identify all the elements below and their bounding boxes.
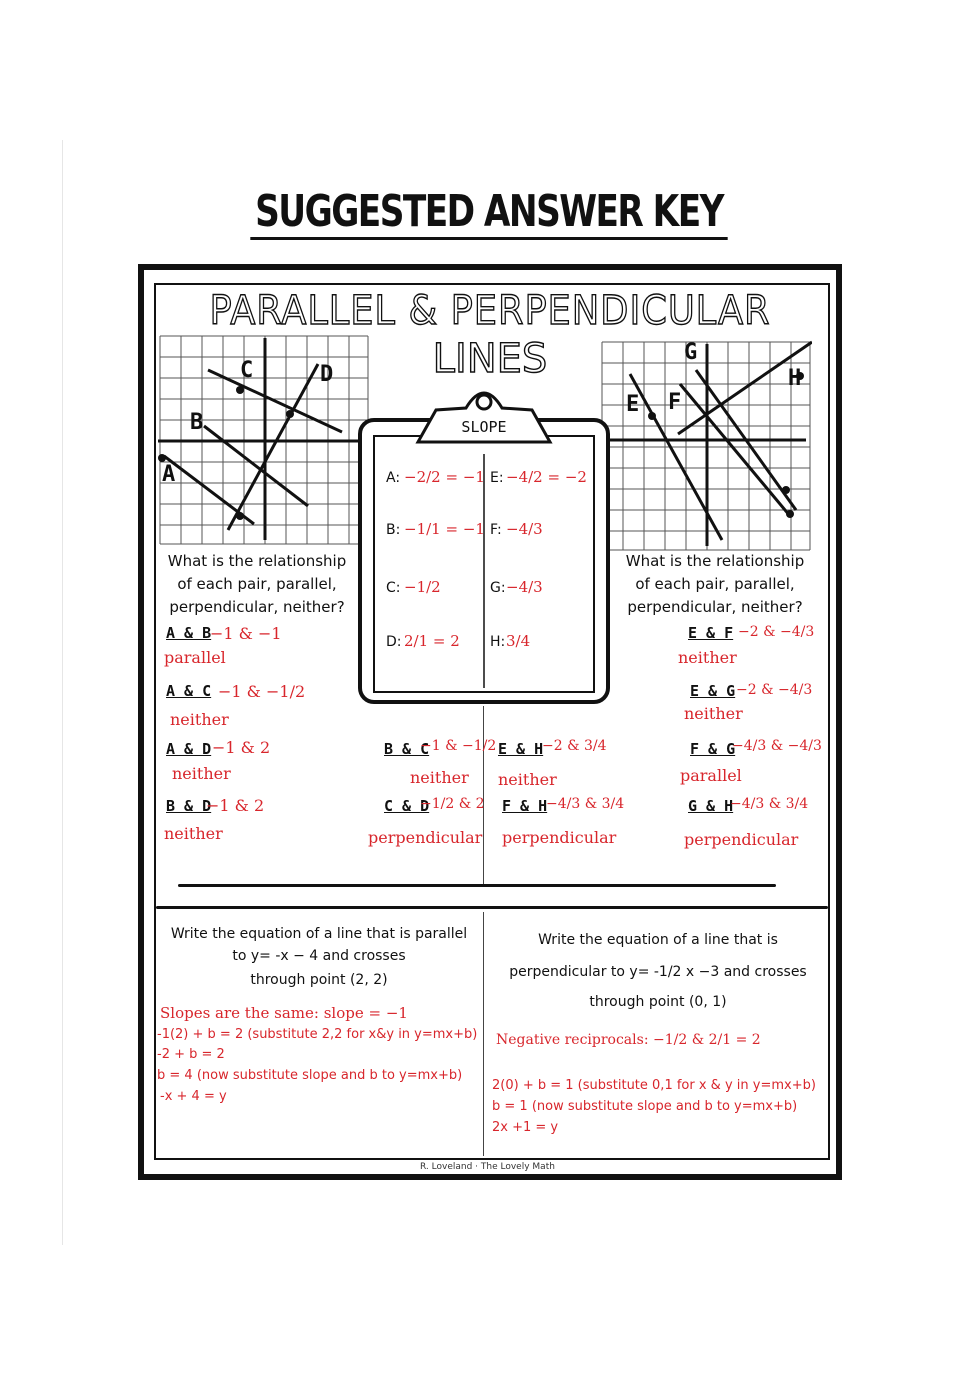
poster-heading-line1: PARALLEL & PERPENDICULAR [209,288,771,334]
left-graph [158,334,370,546]
pair-fg-answer: parallel [680,766,742,785]
pair-ac-slopes: −1 & −1/2 [218,682,306,701]
slope-a-value: −2/2 = −1 [404,468,485,486]
center-divider [483,706,484,884]
pair-ef-answer: neither [678,648,737,667]
pair-bc-label: B & C [384,740,430,758]
bottom-center-divider [483,912,484,1156]
parallel-work-line3: -2 + b = 2 [157,1047,225,1062]
pair-eh-label: E & H [498,740,544,758]
credit-text: R. Loveland · The Lovely Math [420,1162,555,1172]
slope-e-value: −4/2 = −2 [506,468,587,486]
graph-label-g: G [684,340,698,365]
perp-prompt-line2: perpendicular to y= -1/2 x −3 and crosses [509,964,807,980]
pair-eg-slopes: −2 & −4/3 [736,682,813,698]
pair-fh-label: F & H [502,797,548,815]
parallel-work-line5: -x + 4 = y [160,1089,227,1104]
pair-ef-slopes: −2 & −4/3 [738,624,815,640]
question-left-line1: What is the relationship [167,552,347,570]
graph-label-e: E [626,392,640,417]
pair-ef-label: E & F [688,624,734,642]
question-right-line3: perpendicular, neither? [627,598,803,616]
pair-fh-slopes: −4/3 & 3/4 [546,796,625,812]
pair-ab-answer: parallel [164,648,226,667]
pair-ab-label: A & B [166,624,212,642]
pair-eh-slopes: −2 & 3/4 [542,738,607,754]
perp-work-line3: b = 1 (now substitute slope and b to y=mx+b) [492,1099,798,1114]
slope-b-label: B: [386,522,401,538]
pair-eh-answer: neither [498,770,557,789]
pair-cd-label: C & D [384,797,430,815]
pair-eg-label: E & G [690,682,736,700]
parallel-prompt-line3: through point (2, 2) [250,972,388,988]
slope-c-value: −1/2 [404,578,441,596]
slope-g-value: −4/3 [506,578,543,596]
pair-cd-answer: perpendicular [368,828,483,847]
graph-label-b: B [190,410,204,435]
slope-d-value: 2/1 = 2 [404,632,460,650]
pair-gh-answer: perpendicular [684,830,799,849]
question-right-line2: of each pair, parallel, [635,575,795,593]
parallel-prompt-line2: to y= -x − 4 and crosses [232,948,406,964]
graph-label-h: H [788,366,802,391]
pair-gh-label: G & H [688,797,734,815]
graph-label-c: C [240,358,254,383]
slope-f-value: −4/3 [506,520,543,538]
slope-h-label: H: [490,634,506,650]
section-divider-bottom [156,906,828,909]
perp-work-line4: 2x +1 = y [492,1120,559,1135]
pair-ad-slopes: −1 & 2 [212,738,271,757]
graph-label-d: D [320,362,334,387]
clipboard-title: SLOPE [461,418,507,436]
parallel-work-line2: -1(2) + b = 2 (substitute 2,2 for x&y in y=mx+b) [157,1027,478,1042]
pair-bc-slopes: −1 & −1/2 [420,738,497,754]
slope-b-value: −1/1 = −1 [404,520,485,538]
question-right-line1: What is the relationship [625,552,805,570]
poster-heading-line2: LINES [432,336,548,382]
slope-f-label: F: [490,522,502,538]
section-divider-top [178,884,776,887]
parallel-work-line1: Slopes are the same: slope = −1 [160,1004,408,1022]
pair-ad-answer: neither [172,764,231,783]
pair-cd-slopes: −1/2 & 2 [420,796,485,812]
pair-bd-answer: neither [164,824,223,843]
right-graph [600,340,812,552]
slope-a-label: A: [386,470,401,486]
pair-ac-answer: neither [170,710,229,729]
perp-prompt-line1: Write the equation of a line that is [538,932,778,948]
pair-ac-label: A & C [166,682,212,700]
question-left-line2: of each pair, parallel, [177,575,337,593]
pair-bd-label: B & D [166,797,212,815]
pair-eg-answer: neither [684,704,743,723]
slope-d-label: D: [386,634,402,650]
perp-work-line1: Negative reciprocals: −1/2 & 2/1 = 2 [496,1032,761,1048]
pair-bd-slopes: −1 & 2 [206,796,265,815]
graph-label-f: F [668,390,682,415]
slope-e-label: E: [490,470,504,486]
pair-fg-slopes: −4/3 & −4/3 [732,738,822,754]
page-edge-line [62,140,63,1245]
pair-ab-slopes: −1 & −1 [210,624,282,643]
graph-label-a: A [162,462,176,487]
parallel-work-line4: b = 4 (now substitute slope and b to y=mx+b) [157,1068,463,1083]
pair-ad-label: A & D [166,740,212,758]
parallel-prompt-line1: Write the equation of a line that is parallel [170,926,468,942]
pair-fh-answer: perpendicular [502,828,617,847]
page-title: SUGGESTED ANSWER KEY [108,186,871,237]
perp-work-line2: 2(0) + b = 1 (substitute 0,1 for x & y in y=mx+b) [492,1078,816,1093]
perp-prompt-line3: through point (0, 1) [589,994,727,1010]
question-left-line3: perpendicular, neither? [169,598,345,616]
pair-bc-answer: neither [410,768,469,787]
pair-gh-slopes: −4/3 & 3/4 [730,796,809,812]
slope-g-label: G: [490,580,506,596]
slope-h-value: 3/4 [506,632,531,650]
slope-c-label: C: [386,580,401,596]
pair-fg-label: F & G [690,740,736,758]
